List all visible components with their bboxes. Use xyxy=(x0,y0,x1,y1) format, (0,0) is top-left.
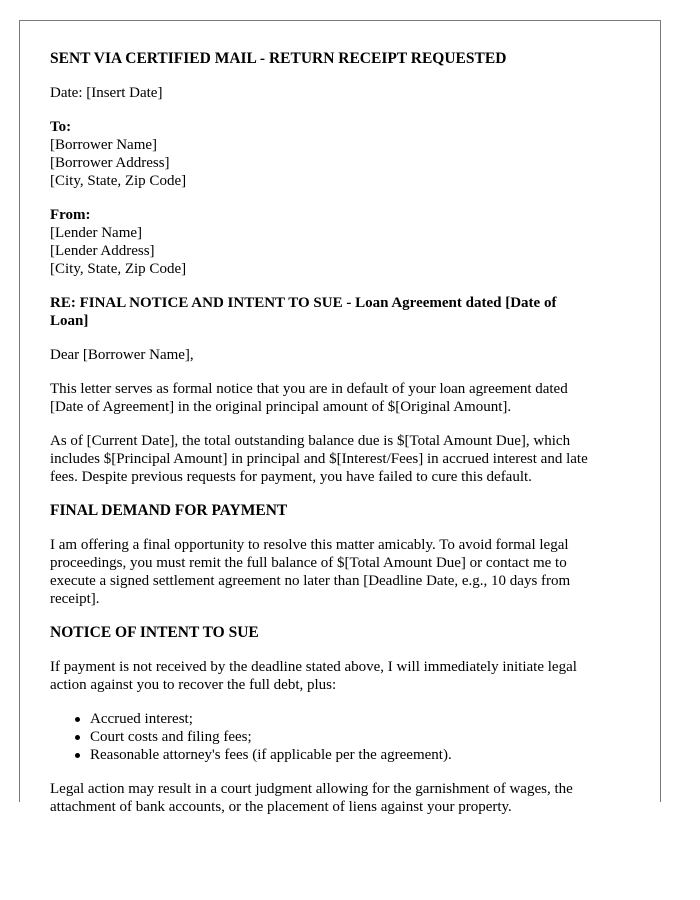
to-line: [Borrower Address] xyxy=(50,155,170,171)
paragraph-demand xyxy=(50,536,636,608)
paragraph-line: execute a signed settlement agreement no later than [Deadline Date, e.g., 10 days from xyxy=(50,573,571,589)
bullet-dot-icon xyxy=(75,735,80,740)
paragraph-line: action against you to recover the full debt, plus: xyxy=(50,677,337,693)
list-item-text: Accrued interest; xyxy=(90,711,193,727)
from-line: [Lender Address] xyxy=(50,243,155,259)
from-label: From: xyxy=(50,207,91,223)
paragraph-line: fees. Despite previous requests for payment, you have failed to cure this default. xyxy=(50,469,532,485)
subject-line-1: RE: FINAL NOTICE AND INTENT TO SUE - Loan Agreement dated [Date of xyxy=(50,295,557,311)
paragraph-default-notice xyxy=(50,380,636,416)
recovery-list xyxy=(50,710,636,764)
paragraph-line: This letter serves as formal notice that you are in default of your loan agreement dated xyxy=(50,381,568,397)
paragraph-line: attachment of bank accounts, or the placement of liens against your property. xyxy=(50,799,512,815)
salutation: Dear [Borrower Name], xyxy=(50,347,194,363)
from-line: [Lender Name] xyxy=(50,225,143,241)
paragraph-line: [Date of Agreement] in the original principal amount of $[Original Amount]. xyxy=(50,399,512,415)
paragraph-line: Legal action may result in a court judgment allowing for the garnishment of wages, the xyxy=(50,781,573,797)
letter-body xyxy=(50,50,636,816)
paragraph-line: If payment is not received by the deadline stated above, I will immediately initiate legal xyxy=(50,659,577,675)
from-line: [City, State, Zip Code] xyxy=(50,261,187,277)
from-block xyxy=(50,206,636,278)
to-block xyxy=(50,118,636,190)
bullet-dot-icon xyxy=(75,753,80,758)
section-heading-intent: NOTICE OF INTENT TO SUE xyxy=(50,624,259,641)
to-label: To: xyxy=(50,119,72,135)
paragraph-line: includes $[Principal Amount] in principal and $[Interest/Fees] in accrued interest and late xyxy=(50,451,588,467)
list-item xyxy=(90,710,636,728)
mail-header: SENT VIA CERTIFIED MAIL - RETURN RECEIPT REQUESTED xyxy=(50,50,507,67)
paragraph-line: receipt]. xyxy=(50,591,100,607)
paragraph-line: As of [Current Date], the total outstanding balance due is $[Total Amount Due], which xyxy=(50,433,571,449)
paragraph-closing xyxy=(50,780,636,816)
to-line: [Borrower Name] xyxy=(50,137,158,153)
paragraph-line: proceedings, you must remit the full balance of $[Total Amount Due] or contact me to xyxy=(50,555,567,571)
paragraph-intent xyxy=(50,658,636,694)
paragraph-line: I am offering a final opportunity to resolve this matter amicably. To avoid formal legal xyxy=(50,537,569,553)
list-item-text: Court costs and filing fees; xyxy=(90,729,252,745)
subject-line xyxy=(50,294,636,330)
letter-page xyxy=(19,20,661,815)
list-item xyxy=(90,746,636,764)
date-line: Date: [Insert Date] xyxy=(50,85,163,101)
paragraph-balance xyxy=(50,432,636,486)
list-item-text: Reasonable attorney's fees (if applicable per the agreement). xyxy=(90,747,452,763)
to-line: [City, State, Zip Code] xyxy=(50,173,187,189)
subject-line-2: Loan] xyxy=(50,313,89,329)
list-item xyxy=(90,728,636,746)
bullet-dot-icon xyxy=(75,717,80,722)
section-heading-demand: FINAL DEMAND FOR PAYMENT xyxy=(50,502,288,519)
